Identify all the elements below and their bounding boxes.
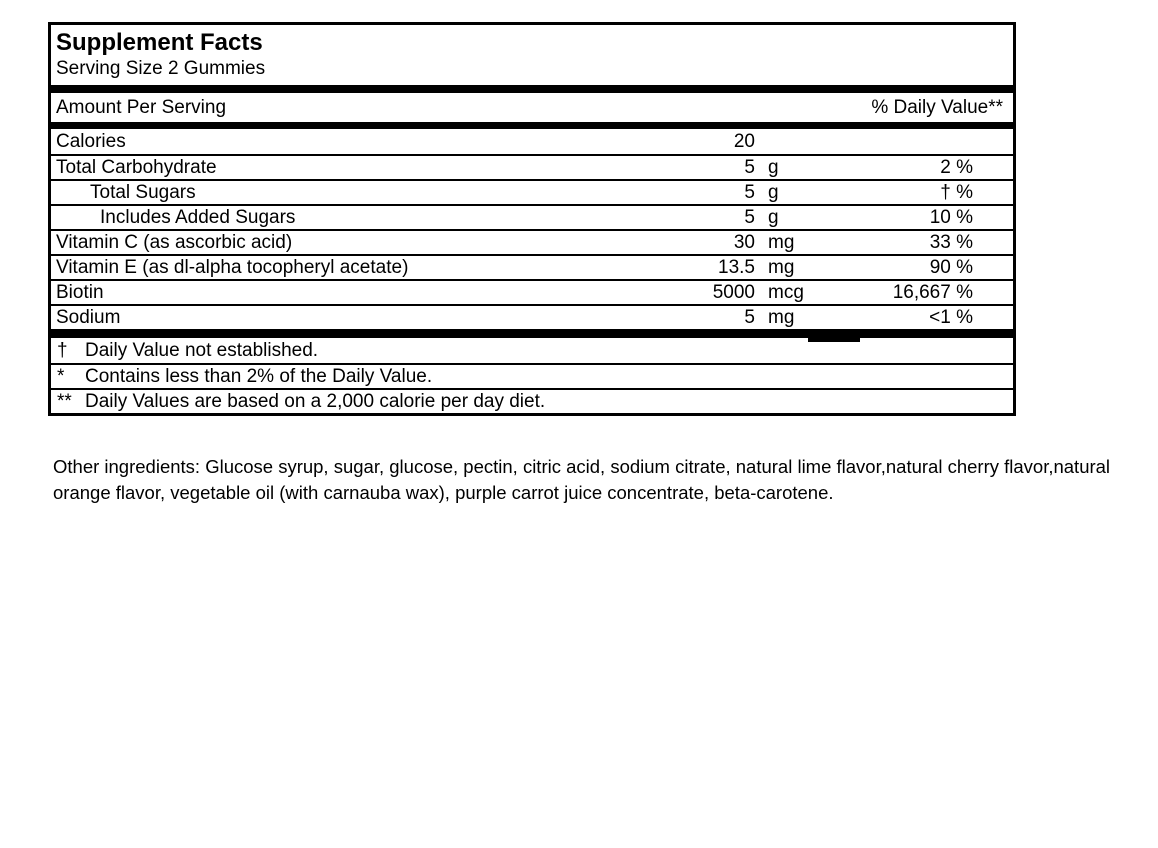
nutrient-row-sodium xyxy=(51,304,1013,329)
nutrient-name: Vitamin E (as dl-alpha tocopheryl acetate) xyxy=(56,256,409,278)
separator-bar-thick-bottom xyxy=(51,329,1013,338)
nutrient-amount: 30 xyxy=(733,231,755,253)
footnote-symbol: † xyxy=(57,339,68,361)
footnote-text: Daily Value not established. xyxy=(85,339,319,361)
footnote-text: Contains less than 2% of the Daily Value. xyxy=(85,365,433,387)
nutrient-name: Vitamin C (as ascorbic acid) xyxy=(56,231,293,253)
nutrient-amount: 5 xyxy=(744,206,755,228)
nutrient-daily-value: 33 % xyxy=(929,231,973,253)
serving-size: Serving Size 2 Gummies xyxy=(56,58,266,79)
nutrient-name: Calories xyxy=(56,130,126,152)
other-ingredients-paragraph: Other ingredients: Glucose syrup, sugar, glucose, pectin, citric acid, sodium citrate, natural lime flavor,natural cherry flavor,natural orange flavor, vegetable oil (with carnauba wax), purple carrot juice concentrate, beta-carotene. xyxy=(53,456,1111,503)
nutrient-daily-value: † % xyxy=(940,181,973,203)
nutrient-unit: mg xyxy=(768,231,795,253)
nutrient-amount: 5000 xyxy=(712,281,755,303)
nutrient-row-total-sugars xyxy=(51,179,1013,204)
nutrient-unit: mg xyxy=(768,256,795,278)
nutrient-unit: mg xyxy=(768,306,795,328)
nutrient-amount: 5 xyxy=(744,306,755,328)
nutrient-row-biotin xyxy=(51,279,1013,304)
nutrient-row-vitamin-c xyxy=(51,229,1013,254)
daily-value-header: % Daily Value** xyxy=(871,96,1003,118)
print-artifact xyxy=(808,338,860,342)
nutrient-name: Total Carbohydrate xyxy=(56,156,217,178)
nutrient-unit: g xyxy=(768,206,779,228)
nutrient-daily-value: 10 % xyxy=(929,206,973,228)
nutrient-daily-value: 16,667 % xyxy=(892,281,973,303)
nutrient-daily-value: <1 % xyxy=(929,306,973,328)
footnote-double-asterisk xyxy=(51,388,1013,413)
amount-per-serving-header: Amount Per Serving xyxy=(56,96,227,118)
nutrient-amount: 20 xyxy=(733,130,755,152)
footnote-asterisk xyxy=(51,363,1013,388)
column-header-row xyxy=(51,93,1013,122)
nutrient-name: Biotin xyxy=(56,281,104,303)
nutrient-unit: g xyxy=(768,156,779,178)
nutrient-daily-value: 90 % xyxy=(929,256,973,278)
nutrient-row-added-sugars xyxy=(51,204,1013,229)
footnote-text: Daily Values are based on a 2,000 calorie per day diet. xyxy=(85,390,546,412)
nutrient-amount: 5 xyxy=(744,181,755,203)
nutrient-row-total-carbohydrate xyxy=(51,154,1013,179)
panel-header xyxy=(51,25,1013,85)
nutrient-name: Includes Added Sugars xyxy=(100,206,296,228)
nutrient-row-vitamin-e xyxy=(51,254,1013,279)
nutrient-name: Total Sugars xyxy=(90,181,196,203)
nutrient-unit: g xyxy=(768,181,779,203)
nutrient-daily-value: 2 % xyxy=(940,156,973,178)
footnote-symbol: * xyxy=(57,365,65,387)
nutrient-row-calories xyxy=(51,129,1013,154)
nutrient-name: Sodium xyxy=(56,306,121,328)
supplement-facts-panel xyxy=(48,22,1016,416)
separator-bar-thick-top xyxy=(51,85,1013,93)
footnote-symbol: ** xyxy=(57,390,72,412)
panel-title: Supplement Facts xyxy=(56,29,263,56)
footnote-dagger xyxy=(51,338,1013,363)
nutrient-amount: 13.5 xyxy=(718,256,755,278)
separator-bar-thick-mid xyxy=(51,122,1013,129)
nutrient-amount: 5 xyxy=(744,156,755,178)
nutrient-unit: mcg xyxy=(768,281,804,303)
